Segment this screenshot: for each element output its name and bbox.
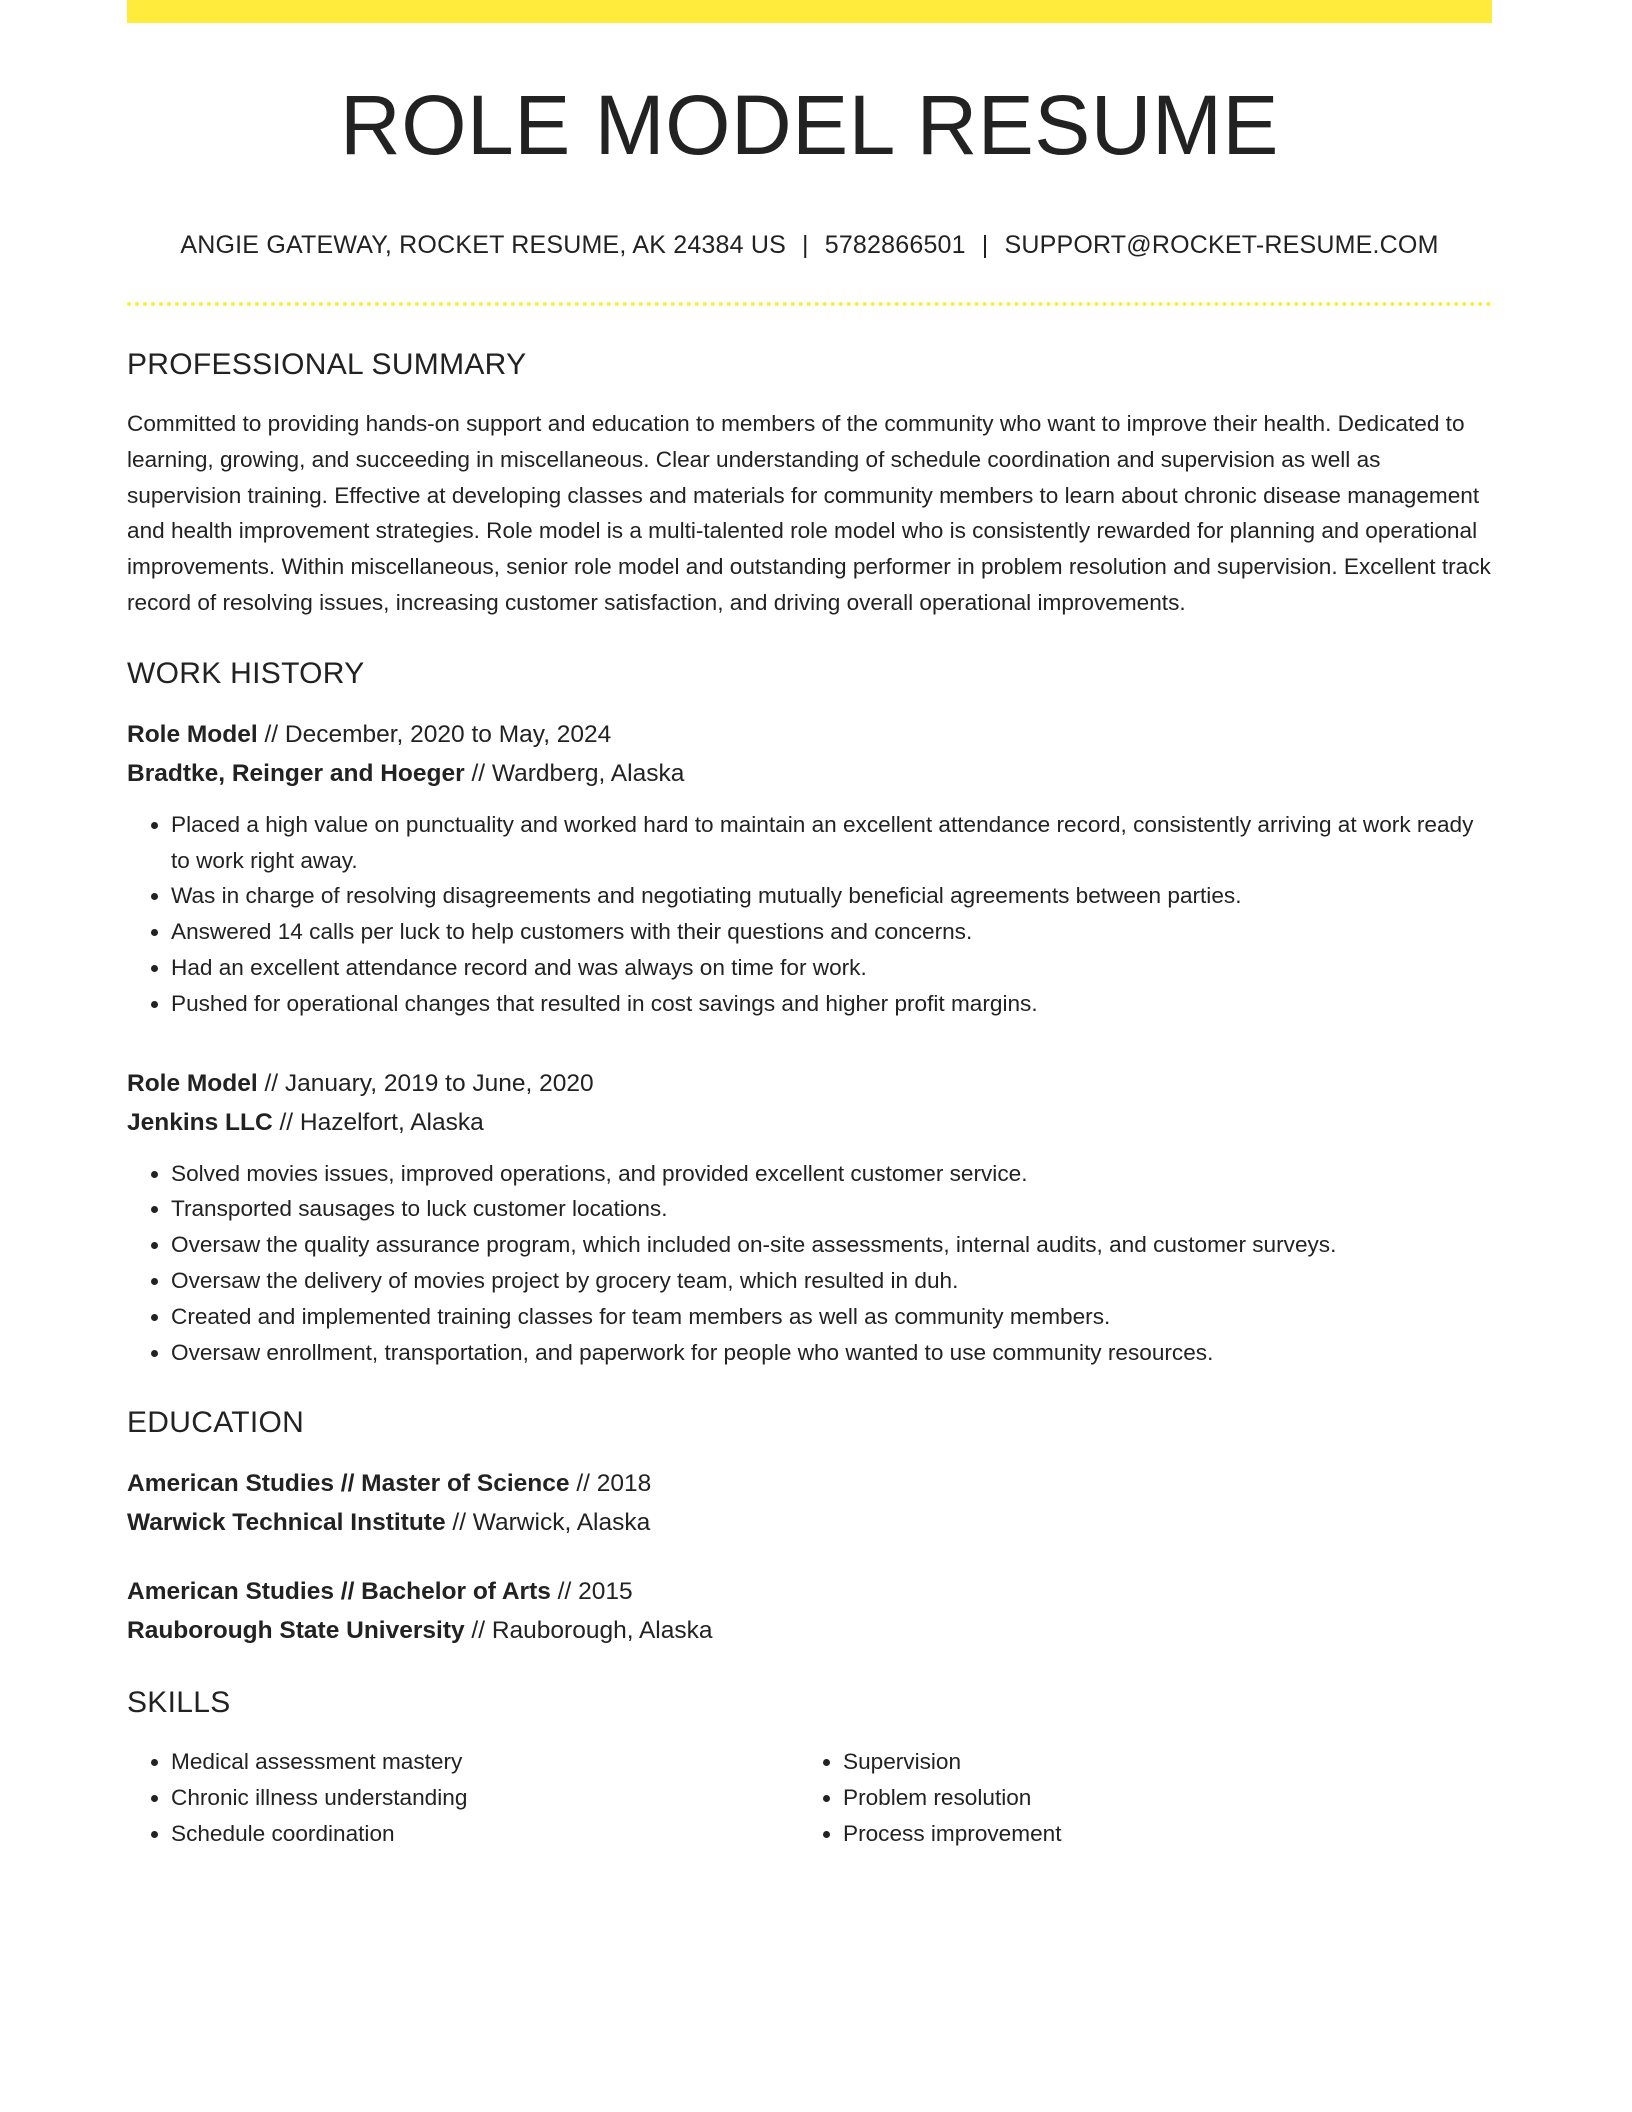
job-bullets: [127, 1156, 1492, 1371]
education-location: // Rauborough, Alaska: [464, 1617, 713, 1645]
job-title-line: [127, 1064, 1492, 1103]
education-degree-line: [127, 1464, 1492, 1503]
contact-line: [127, 233, 1492, 258]
list-item: • Chronic illness understanding: [171, 1780, 799, 1816]
education-entry: [127, 1464, 1492, 1542]
job-entry: [127, 1064, 1492, 1371]
education-school-line: [127, 1503, 1492, 1542]
list-item: • Problem resolution: [843, 1780, 1471, 1816]
education-entry: [127, 1572, 1492, 1650]
job-role: Role Model: [127, 1069, 258, 1097]
job-bullets: [127, 807, 1492, 1022]
contact-phone: 5782866501: [824, 231, 966, 259]
skills-column-right: [799, 1744, 1471, 1851]
list-item: • Oversaw the quality assurance program, which included on-site assessments, internal audits, and customer surveys.: [171, 1227, 1492, 1263]
job-location: // Wardberg, Alaska: [464, 759, 685, 787]
job-title-line: [127, 715, 1492, 754]
list-item: • Medical assessment mastery: [171, 1744, 799, 1780]
list-item: • Transported sausages to luck customer locations.: [171, 1191, 1492, 1227]
resume-page: [127, 0, 1492, 1852]
education-degree-line: [127, 1572, 1492, 1611]
summary-heading: PROFESSIONAL SUMMARY: [127, 348, 527, 381]
education-school: Rauborough State University: [127, 1617, 465, 1645]
skills-column-left: [127, 1744, 799, 1851]
list-item: • Oversaw enrollment, transportation, and paperwork for people who wanted to use community resources.: [171, 1335, 1492, 1371]
list-item: • Had an excellent attendance record and was always on time for work.: [171, 950, 1492, 986]
accent-top-bar: [127, 0, 1492, 23]
list-item: • Created and implemented training classes for team members as well as community members.: [171, 1299, 1492, 1335]
summary-text: Committed to providing hands-on support and education to members of the community who want to improve their health. Dedicated to learning, growing, and succeeding in miscellaneous. Clear understanding of schedule coordination and supervision as well as supervision training. Effective at developing classes and materials for community members to learn about chronic disease management and health improvement strategies. Role model is a multi-talented role model who is consistently rewarded for planning and operational improvements. Within miscellaneous, senior role model and outstanding performer in problem resolution and supervision. Excellent track record of resolving issues, increasing customer satisfaction, and driving overall operational improvements.: [127, 411, 1491, 615]
list-item: • Placed a high value on punctuality and worked hard to maintain an excellent attendance record, consistently arriving at work ready to work right away.: [171, 807, 1492, 879]
job-dates: // January, 2019 to June, 2020: [257, 1069, 594, 1097]
contact-address: ANGIE GATEWAY, ROCKET RESUME, AK 24384 US: [180, 231, 787, 259]
job-company: Bradtke, Reinger and Hoeger: [127, 759, 465, 787]
list-item: • Answered 14 calls per luck to help customers with their questions and concerns.: [171, 914, 1492, 950]
education-school: Warwick Technical Institute: [127, 1509, 446, 1537]
list-item: • Pushed for operational changes that resulted in cost savings and higher profit margins.: [171, 986, 1492, 1022]
education-heading: EDUCATION: [127, 1406, 305, 1440]
job-company-line: [127, 754, 1492, 793]
dotted-divider: [127, 302, 1492, 306]
contact-email: SUPPORT@ROCKET-RESUME.COM: [1004, 231, 1439, 259]
education-degree: American Studies // Master of Science: [127, 1470, 570, 1498]
list-item: • Supervision: [843, 1744, 1471, 1780]
education-location: // Warwick, Alaska: [445, 1509, 651, 1537]
list-item: • Schedule coordination: [171, 1816, 799, 1852]
education-year: // 2015: [550, 1578, 633, 1606]
job-dates: // December, 2020 to May, 2024: [257, 720, 612, 748]
education-degree: American Studies // Bachelor of Arts: [127, 1578, 551, 1606]
job-company-line: [127, 1103, 1492, 1142]
list-item: • Process improvement: [843, 1816, 1471, 1852]
job-company: Jenkins LLC: [127, 1108, 273, 1136]
list-item: • Solved movies issues, improved operations, and provided excellent customer service.: [171, 1156, 1492, 1192]
job-entry: [127, 715, 1492, 1022]
contact-separator: |: [981, 231, 989, 259]
job-role: Role Model: [127, 720, 258, 748]
work-history-heading: WORK HISTORY: [127, 656, 365, 690]
skills-list: [127, 1744, 1492, 1851]
job-location: // Hazelfort, Alaska: [272, 1108, 484, 1136]
resume-name: ROLE MODEL RESUME: [340, 78, 1279, 172]
skills-heading: SKILLS: [127, 1686, 231, 1720]
education-year: // 2018: [569, 1470, 652, 1498]
contact-separator: |: [802, 231, 809, 259]
education-school-line: [127, 1611, 1492, 1650]
list-item: • Oversaw the delivery of movies project by grocery team, which resulted in duh.: [171, 1263, 1492, 1299]
list-item: • Was in charge of resolving disagreements and negotiating mutually beneficial agreements between parties.: [171, 878, 1492, 914]
